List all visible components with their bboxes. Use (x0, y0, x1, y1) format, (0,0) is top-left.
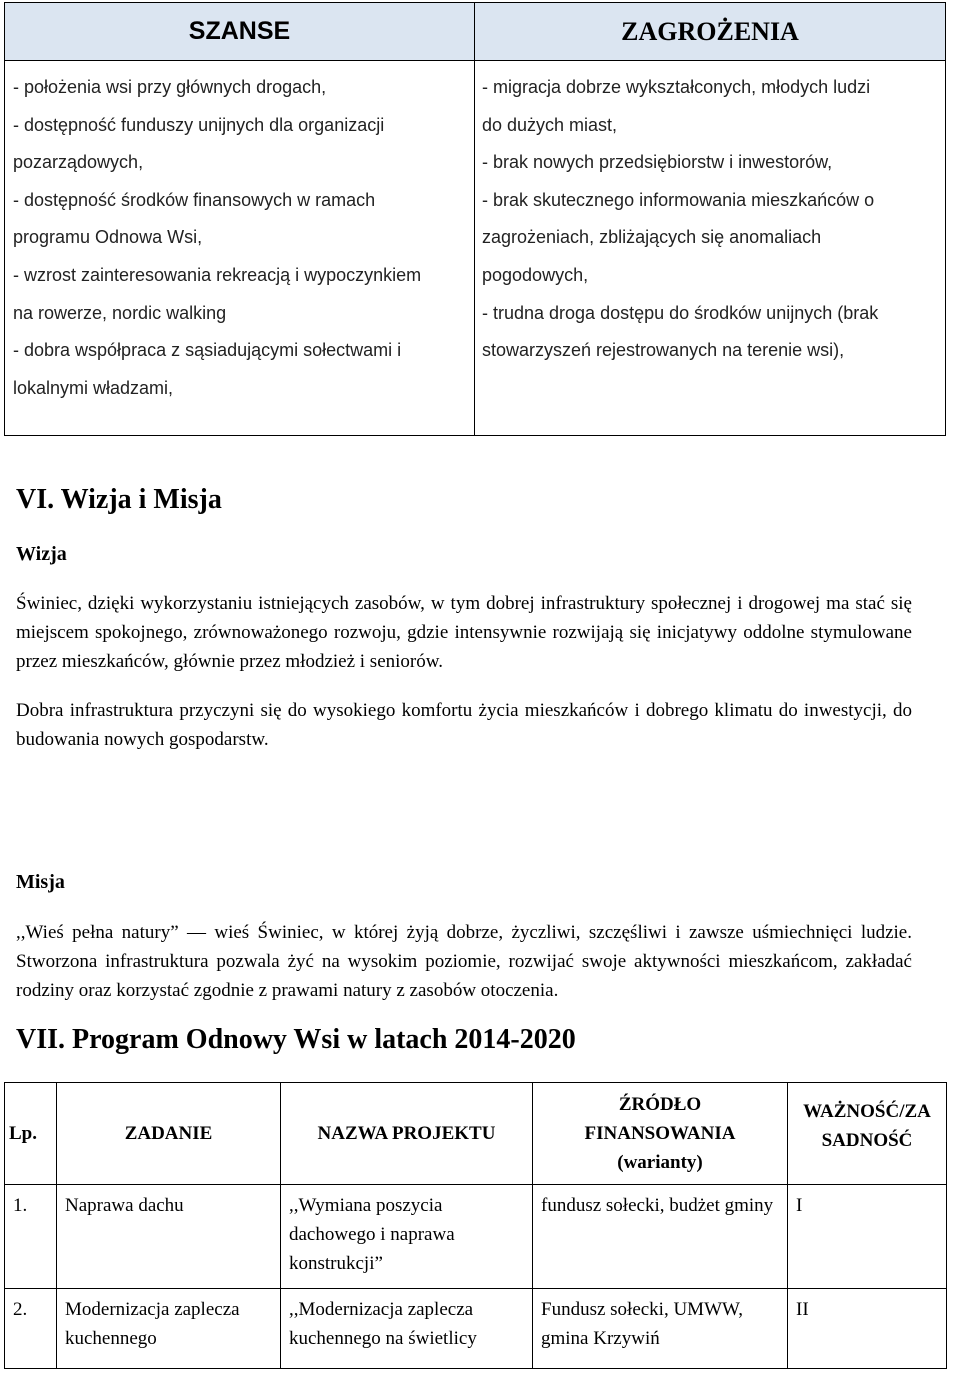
swot-table (4, 2, 946, 436)
table-row (5, 1289, 947, 1369)
header-waznosc-line-1: WAŻNOŚĆ/ZA (803, 1101, 931, 1122)
zagrozenia-line: zagrożeniach, zbliżających się anomaliach (482, 227, 822, 248)
wizja-heading: Wizja (16, 543, 67, 565)
header-zrodlo-line-2: FINANSOWANIA (584, 1123, 736, 1144)
program-table (4, 1082, 947, 1369)
szanse-line: - wzrost zainteresowania rekreacją i wypoczynkiem (13, 264, 422, 285)
szanse-line: - dostępność funduszy unijnych dla organizacji (13, 114, 385, 135)
szanse-line: - dostępność środków finansowych w ramach (13, 189, 376, 210)
row-zadanie: Modernizacja zaplecza kuchennego (57, 1289, 281, 1369)
zagrozenia-list (475, 61, 945, 435)
section-6-title: VI. Wizja i Misja (16, 484, 222, 515)
wizja-paragraph-2: Dobra infrastruktura przyczyni się do wysokiego komfortu życia mieszkańców i dobrego klimatu do inwestycji, do budowania nowych gospodarstw. (16, 700, 912, 750)
szanse-line: pozarządowych, (13, 152, 144, 173)
szanse-line: na rowerze, nordic walking (13, 302, 227, 323)
zagrozenia-line: - brak skutecznego informowania mieszkańców o (482, 189, 875, 210)
szanse-line: - dobra współpraca z sąsiadującymi sołectwami i (13, 340, 402, 361)
row-nazwa-projektu: ,,Modernizacja zaplecza kuchennego na świetlicy (281, 1289, 533, 1369)
row-zadanie: Naprawa dachu (57, 1185, 281, 1289)
row-waznosc: II (788, 1289, 947, 1369)
row-zrodlo: fundusz sołecki, budżet gminy (533, 1185, 788, 1289)
header-nazwa-projektu: NAZWA PROJEKTU (281, 1083, 533, 1185)
row-zrodlo: Fundusz sołecki, UMWW, gmina Krzywiń (533, 1289, 788, 1369)
szanse-line: programu Odnowa Wsi, (13, 227, 203, 248)
misja-heading: Misja (16, 871, 65, 893)
header-zadanie: ZADANIE (57, 1083, 281, 1185)
zagrozenia-line: stowarzyszeń rejestrowanych na terenie wsi), (482, 340, 845, 361)
row-waznosc: I (788, 1185, 947, 1289)
row-lp: 1. (5, 1185, 57, 1289)
header-zrodlo-line-1: ŹRÓDŁO (618, 1094, 702, 1115)
table-row (5, 1185, 947, 1289)
zagrozenia-line: - trudna droga dostępu do środków unijnych (brak (482, 302, 879, 323)
row-nazwa-projektu: ,,Wymiana poszycia dachowego i naprawa konstrukcji” (281, 1185, 533, 1289)
header-zrodlo-line-3: (warianty) (617, 1152, 703, 1173)
szanse-list (5, 61, 475, 435)
header-zrodlo-finansowania (533, 1083, 788, 1185)
table-header-row (5, 1083, 947, 1185)
row-lp: 2. (5, 1289, 57, 1369)
szanse-header: SZANSE (5, 3, 475, 61)
zagrozenia-line: - migracja dobrze wykształconych, młodych ludzi (482, 77, 871, 97)
szanse-line: lokalnymi władzami, (13, 377, 174, 398)
zagrozenia-header: ZAGROŻENIA (475, 3, 945, 61)
szanse-line: - położenia wsi przy głównych drogach, (13, 77, 327, 97)
header-waznosc-line-2: SADNOŚĆ (821, 1130, 913, 1151)
header-waznosc (788, 1083, 947, 1185)
zagrozenia-line: pogodowych, (482, 264, 589, 285)
zagrozenia-line: do dużych miast, (482, 114, 618, 135)
wizja-paragraph-1: Świniec, dzięki wykorzystaniu istniejących zasobów, w tym dobrej infrastruktury społecznej i drogowej ma stać się miejscem spokojnego, zrównoważonego rozwoju, gdzie intensywnie rozwijają się inicjatywy oddolne stymulowane przez mieszkańców, głównie przez młodzież i seniorów. (16, 593, 912, 672)
misja-paragraph: ,,Wieś pełna natury” — wieś Świniec, w której żyją dobrze, życzliwi, szczęśliwi i zawsze uśmiechnięci ludzie. Stworzona infrastruktura pozwala żyć na wysokim poziomie, rozwijać swoje aktywności mieszkańcom, zakładać rodziny oraz korzystać zgodnie z prawami natury z zasobów otoczenia. (16, 922, 912, 1001)
section-7-title: VII. Program Odnowy Wsi w latach 2014-2020 (16, 1024, 576, 1055)
zagrozenia-line: - brak nowych przedsiębiorstw i inwestorów, (482, 152, 833, 173)
header-lp: Lp. (5, 1083, 57, 1185)
